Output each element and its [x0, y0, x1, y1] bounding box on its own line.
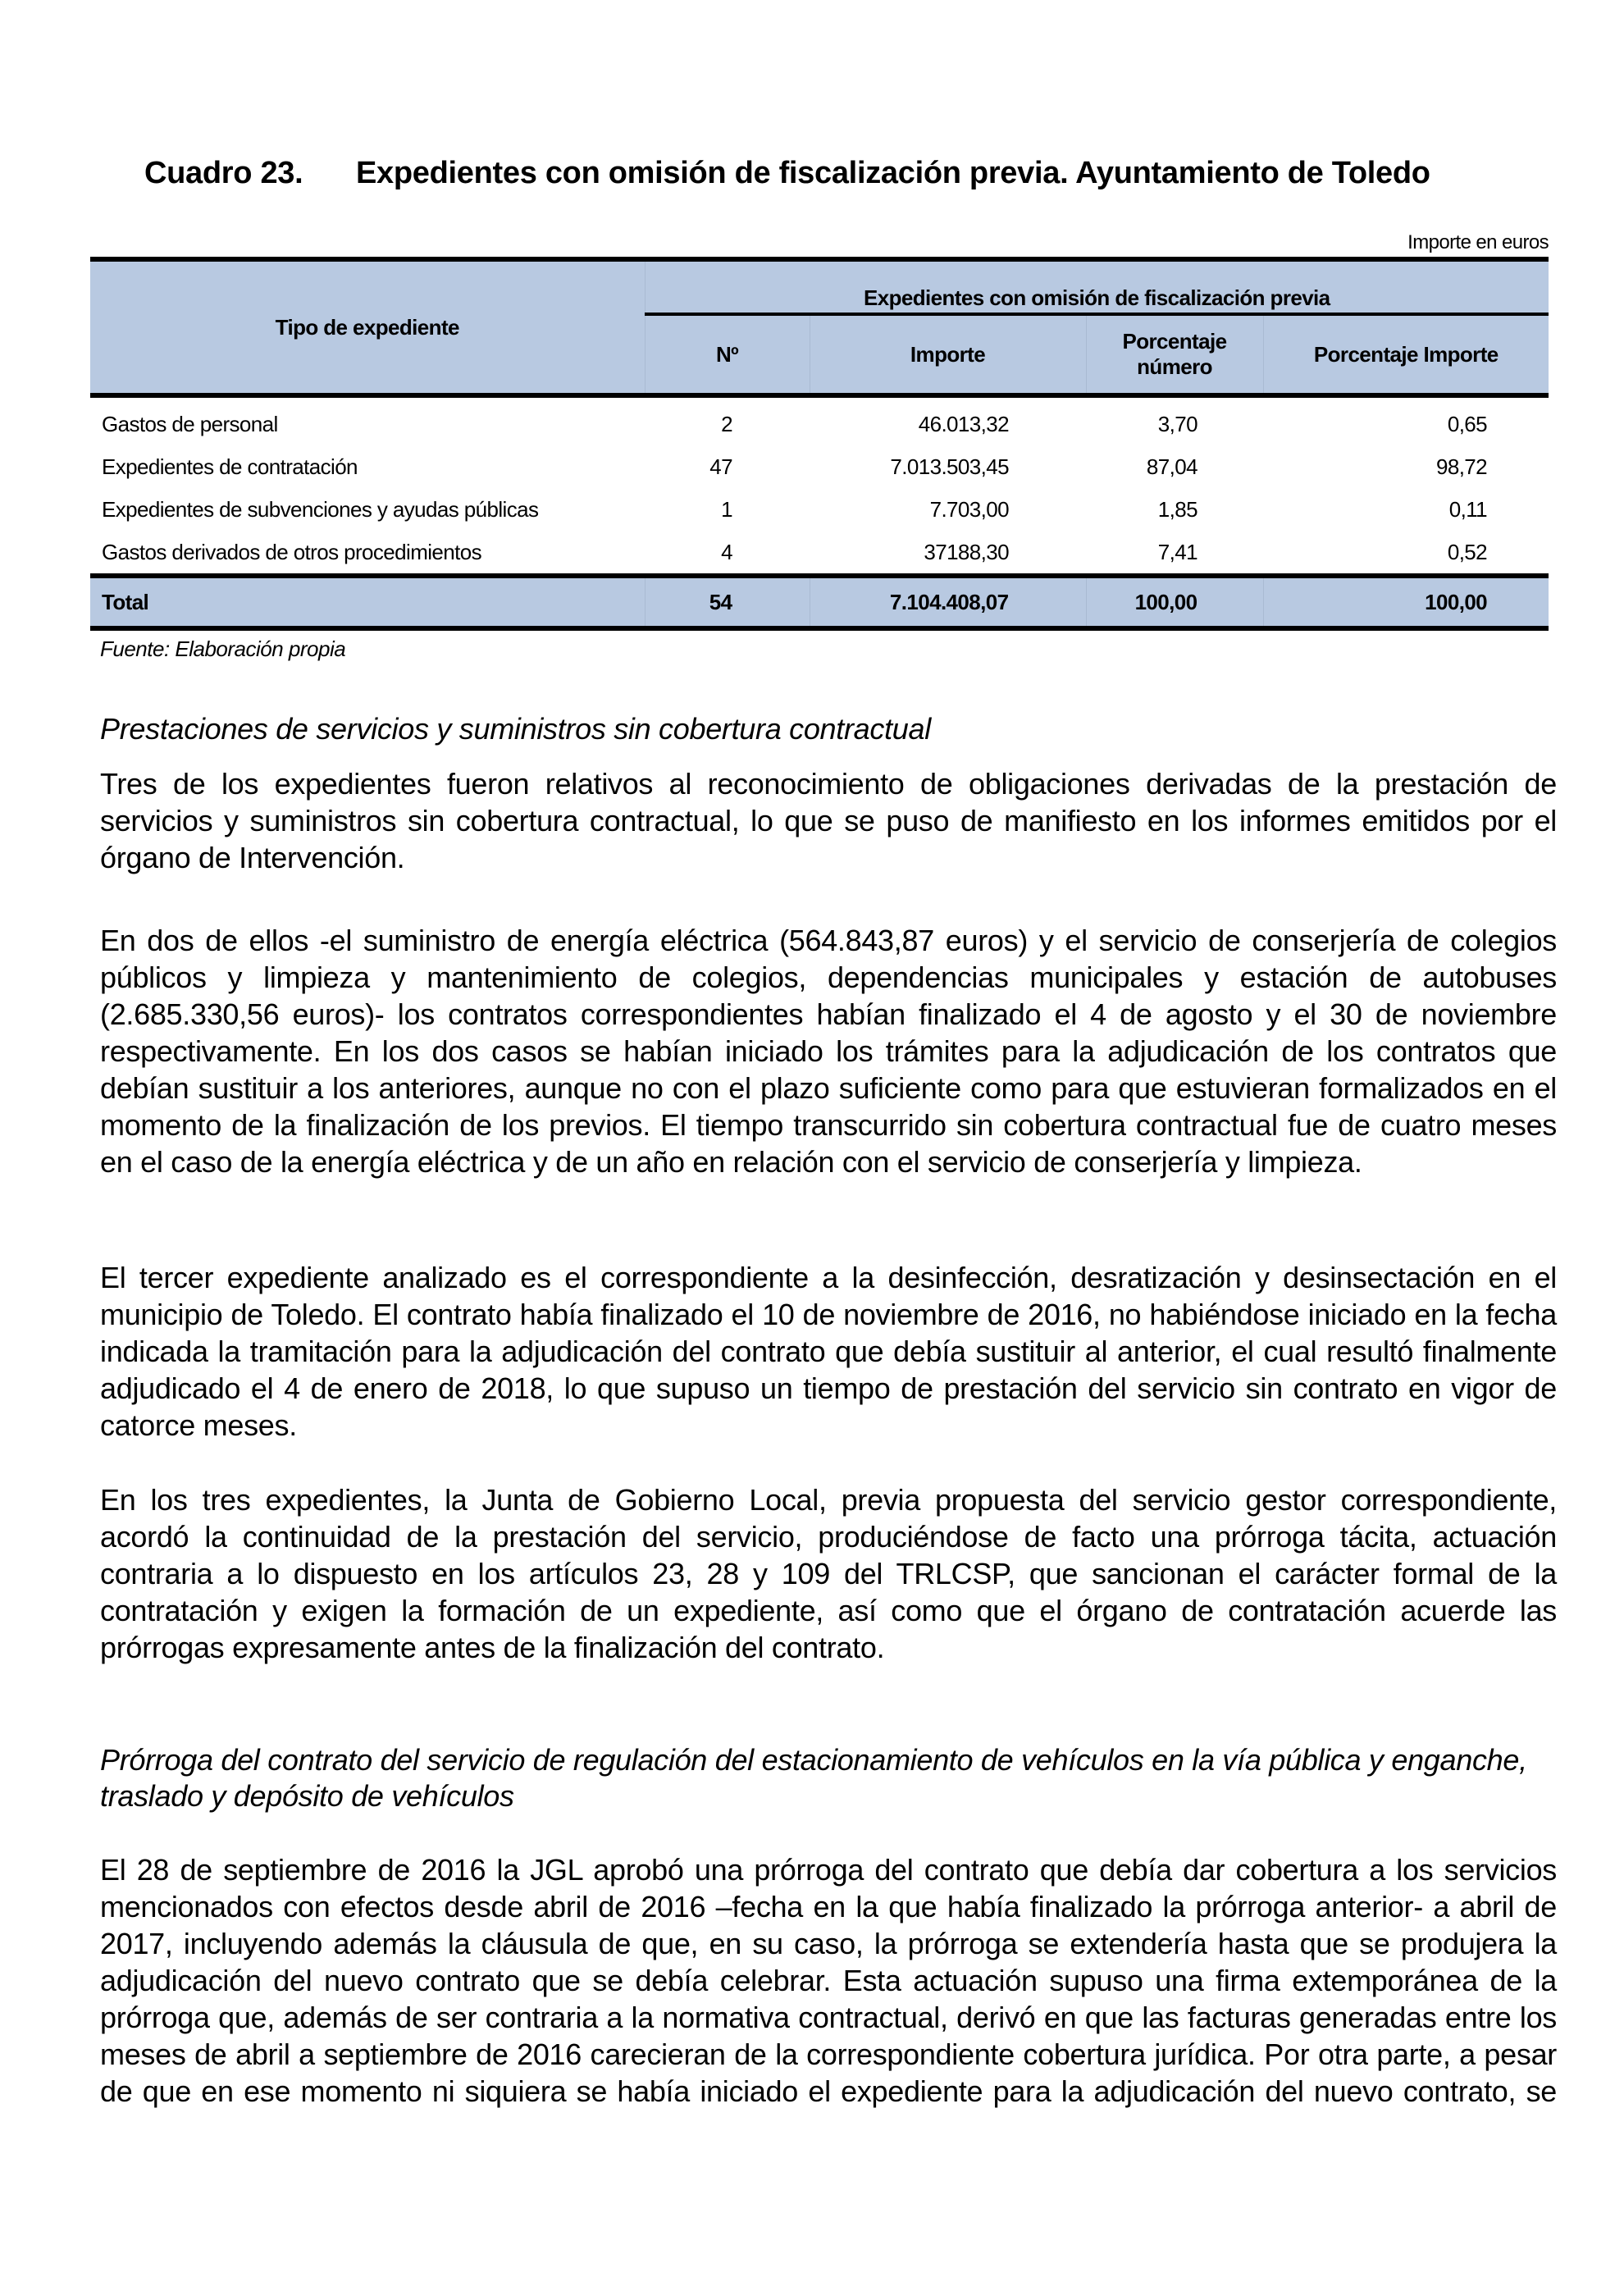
total-pct-importe: 100,00 [1263, 576, 1549, 628]
cell-importe: 7.703,00 [929, 496, 1009, 522]
expedientes-table [90, 257, 1549, 631]
cell-tipo: Expedientes de contratación [102, 454, 358, 479]
cell-importe: 46.013,32 [918, 411, 1009, 436]
paragraph: En dos de ellos -el suministro de energía eléctrica (564.843,87 euros) y el servicio de conserjería de colegios públicos y limpieza y mantenimiento de colegios, dependencias municipales y estación de autobuses (2.685.330,56 euros)- los contratos correspondientes habían finalizado el 4 de agosto y el 30 de noviembre respectivamente. En los dos casos se habían iniciado los trámites para la adjudicación de los contratos que debían sustituir a los anteriores, aunque no con el plazo suficiente como para que estuvieran formalizados en el momento de la finalización de los previos. El tiempo transcurrido sin cobertura contractual fue de cuatro meses en el caso de la energía eléctrica y de un año en relación con el servicio de conserjería y limpieza. [100, 924, 1557, 1179]
cell-n: 47 [709, 454, 732, 479]
caption-number: Cuadro 23. [144, 156, 303, 190]
total-row [90, 576, 1549, 628]
cell-n: 2 [721, 411, 732, 436]
cell-n: 1 [721, 496, 732, 522]
cell-pct-importe: 98,72 [1435, 454, 1488, 479]
header-n: Nº [645, 314, 810, 395]
cell-n: 4 [721, 539, 732, 564]
paragraph: Tres de los expedientes fueron relativos al reconocimiento de obligaciones derivadas de la prestación de servicios y suministros sin cobertura contractual, lo que se puso de manifiesto en los informes emitidos por el órgano de Intervención. [100, 767, 1557, 874]
cell-pct-importe: 0,11 [1448, 496, 1488, 522]
cell-pct-numero: 7,41 [1157, 539, 1197, 564]
section-heading: Prestaciones de servicios y suministros sin cobertura contractual [100, 712, 931, 746]
cell-pct-importe: 0,52 [1447, 539, 1488, 564]
cell-pct-importe: 0,65 [1447, 411, 1488, 436]
cell-pct-numero: 87,04 [1146, 454, 1197, 479]
header-importe: Importe [810, 314, 1086, 395]
caption-title: Expedientes con omisión de fiscalización previa. Ayuntamiento de Toledo [356, 156, 1430, 190]
table-row [90, 531, 1549, 576]
total-label: Total [90, 576, 645, 628]
cell-pct-numero: 1,85 [1157, 496, 1197, 522]
header-pct-importe: Porcentaje Importe [1263, 314, 1549, 395]
total-importe: 7.104.408,07 [810, 576, 1086, 628]
section-heading: Prórroga del contrato del servicio de regulación del estacionamiento de vehículos en la vía pública y enganche, traslado y depósito de vehículos [100, 1743, 1527, 1813]
cell-importe: 7.013.503,45 [890, 454, 1009, 479]
units-note: Importe en euros [1407, 231, 1549, 253]
cell-tipo: Gastos derivados de otros procedimientos [102, 539, 482, 564]
header-tipo: Tipo de expediente [90, 259, 645, 395]
cell-tipo: Gastos de personal [102, 411, 278, 436]
paragraph: En los tres expedientes, la Junta de Gobierno Local, previa propuesta del servicio gestor correspondiente, acordó la continuidad de la prestación del servicio, produciéndose de facto una prórroga tácita, actuación contraria a lo dispuesto en los artículos 23, 28 y 109 del TRLCSP, que sancionan el carácter formal de la contratación y exigen la formación de un expediente, así como que el órgano de contratación acuerde las prórrogas expresamente antes de la finalización del contrato. [100, 1483, 1557, 1664]
header-group: Expedientes con omisión de fiscalización previa [645, 259, 1549, 314]
total-pct-numero: 100,00 [1086, 576, 1263, 628]
table-caption [144, 156, 1430, 191]
table-row [90, 488, 1549, 531]
table-row [90, 395, 1549, 445]
cell-importe: 37188,30 [924, 539, 1009, 564]
paragraph: El tercer expediente analizado es el correspondiente a la desinfección, desratización y desinsectación en el municipio de Toledo. El contrato había finalizado el 10 de noviembre de 2016, no habiéndose iniciado en la fecha indicada la tramitación para la adjudicación del contrato que debía sustituir al anterior, el cual resultó finalmente adjudicado el 4 de enero de 2018, lo que supuso un tiempo de prestación del servicio sin contrato en vigor de catorce meses. [100, 1261, 1557, 1442]
table-row [90, 445, 1549, 488]
table-source: Fuente: Elaboración propia [100, 637, 346, 661]
paragraph: El 28 de septiembre de 2016 la JGL aprobó una prórroga del contrato que debía dar cobertura a los servicios mencionados con efectos desde abril de 2016 –fecha en la que había finalizado la prórroga anterior- a abril de 2017, incluyendo además la cláusula de que, en su caso, la prórroga se extendería hasta que se produjera la adjudicación del nuevo contrato que se debía celebrar. Esta actuación supuso una firma extemporánea de la prórroga que, además de ser contraria a la normativa contractual, derivó en que las facturas generadas entre los meses de abril a septiembre de 2016 carecieran de la correspondiente cobertura jurídica. Por otra parte, a pesar de que en ese momento ni siquiera se había iniciado el expediente para la adjudicación del nuevo contrato, se [100, 1853, 1557, 2108]
cell-pct-numero: 3,70 [1157, 411, 1197, 436]
header-pct-numero: Porcentaje número [1086, 314, 1263, 395]
cell-tipo: Expedientes de subvenciones y ayudas públicas [102, 496, 539, 522]
total-n: 54 [645, 576, 810, 628]
